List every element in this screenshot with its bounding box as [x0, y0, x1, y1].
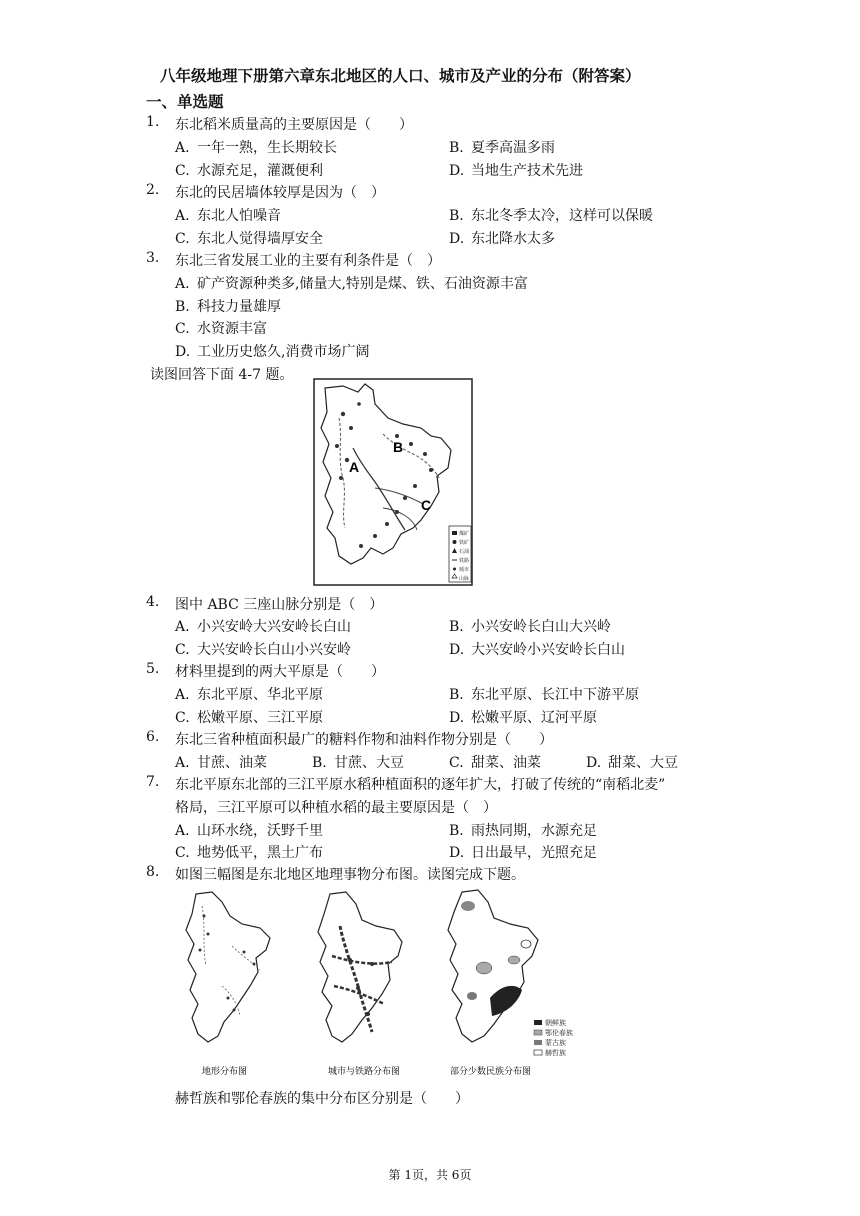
three-maps-figure — [172, 886, 612, 1082]
option-d[interactable]: D. 松嫩平原、辽河平原 — [449, 710, 597, 726]
option-c[interactable]: C. 水源充足，灌溉便利 — [175, 163, 323, 179]
read-map-note: 读图回答下面 4-7 题。 — [150, 367, 294, 383]
option-d[interactable]: D. 大兴安岭小兴安岭长白山 — [449, 642, 625, 658]
option-c[interactable]: C. 水资源丰富 — [175, 321, 267, 337]
question-stem: 东北稻米质量高的主要原因是（ ） — [175, 117, 413, 133]
city-railway-map — [318, 892, 402, 1042]
option-d[interactable]: D. 甜菜、大豆 — [586, 755, 678, 771]
terrain-map — [186, 892, 270, 1042]
map-figure — [313, 378, 473, 586]
option-c[interactable]: C. 甜菜、油菜 — [449, 755, 541, 771]
option-a[interactable]: A. 矿产资源种类多,储量大,特别是煤、铁、石油资源丰富 — [175, 276, 528, 292]
legend-oil: 石油 — [459, 549, 470, 555]
section-heading: 一、单选题 — [146, 92, 224, 111]
northeast-mountain-map — [313, 378, 473, 586]
option-d[interactable]: D. 东北降水太多 — [449, 231, 555, 247]
option-c[interactable]: C. 东北人觉得墙厚安全 — [175, 231, 323, 247]
question-stem-continued: 格局，三江平原可以种植水稻的最主要原因是（ ） — [175, 800, 497, 816]
option-a[interactable]: A. 山环水绕，沃野千里 — [175, 823, 323, 839]
option-c[interactable]: C. 松嫩平原、三江平原 — [175, 710, 323, 726]
map-label-c: C — [421, 497, 432, 513]
option-a[interactable]: A. 一年一熟，生长期较长 — [175, 140, 337, 156]
question-stem: 东北三省发展工业的主要有利条件是（ ） — [175, 253, 441, 269]
legend-mongol: 蒙古族 — [545, 1039, 566, 1047]
option-b[interactable]: B. 雨热同期，水源充足 — [449, 823, 597, 839]
option-b[interactable]: B. 夏季高温多雨 — [449, 140, 555, 156]
legend-oroqen: 鄂伦春族 — [545, 1029, 573, 1037]
caption-terrain-map: 地形分布图 — [202, 1067, 248, 1077]
legend-iron: 铁矿 — [459, 540, 470, 546]
option-a[interactable]: A. 小兴安岭大兴安岭长白山 — [175, 619, 351, 635]
legend-railway: 铁路 — [459, 558, 470, 564]
question-stem: 东北的民居墙体较厚是因为（ ） — [175, 185, 385, 201]
option-a[interactable]: A. 东北人怕噪音 — [175, 208, 281, 224]
question-number: 6. — [146, 729, 160, 745]
question-8-sub-question: 赫哲族和鄂伦春族的集中分布区分别是（ ） — [175, 1091, 469, 1107]
question-number: 7. — [146, 774, 160, 790]
caption-ethnic-groups-map: 部分少数民族分布图 — [450, 1067, 532, 1077]
map-label-b: B — [393, 439, 404, 455]
legend-korean: 朝鲜族 — [545, 1019, 566, 1027]
legend-city: 城市 — [459, 567, 470, 573]
option-b[interactable]: B. 科技力量雄厚 — [175, 299, 281, 315]
option-a[interactable]: A. 甘蔗、油菜 — [175, 755, 267, 771]
question-stem: 东北平原东北部的三江平原水稻种植面积的逐年扩大，打破了传统的“南稻北麦” — [175, 777, 666, 793]
page-footer: 第 1页，共 6页 — [388, 1168, 472, 1182]
page-title: 八年级地理下册第六章东北地区的人口、城市及产业的分布（附答案） — [160, 66, 641, 85]
question-number: 5. — [146, 661, 160, 677]
ethnic-groups-map — [448, 890, 573, 1057]
question-stem: 材料里提到的两大平原是（ ） — [175, 664, 385, 680]
option-c[interactable]: C. 地势低平，黑土广布 — [175, 845, 323, 861]
map-strip — [172, 886, 612, 1082]
question-number: 1. — [146, 114, 160, 130]
question-stem: 如图三幅图是东北地区地理事物分布图。读图完成下题。 — [175, 867, 525, 883]
option-d[interactable]: D. 日出最早，光照充足 — [449, 845, 597, 861]
option-d[interactable]: D. 工业历史悠久,消费市场广阔 — [175, 344, 370, 360]
option-b[interactable]: B. 小兴安岭长白山大兴岭 — [449, 619, 611, 635]
option-a[interactable]: A. 东北平原、华北平原 — [175, 687, 323, 703]
legend-mountain: 山脉 — [459, 576, 470, 582]
legend-coal: 煤矿 — [459, 531, 470, 537]
question-number: 4. — [146, 594, 160, 610]
question-stem: 东北三省种植面积最广的糖料作物和油料作物分别是（ ） — [175, 732, 553, 748]
question-stem: 图中 ABC 三座山脉分别是（ ） — [175, 597, 384, 613]
option-c[interactable]: C. 大兴安岭长白山小兴安岭 — [175, 642, 351, 658]
option-d[interactable]: D. 当地生产技术先进 — [449, 163, 583, 179]
caption-city-railway-map: 城市与铁路分布图 — [328, 1067, 401, 1077]
option-b[interactable]: B. 东北平原、长江中下游平原 — [449, 687, 639, 703]
map-label-a: A — [349, 459, 360, 475]
legend-hezhe: 赫哲族 — [545, 1049, 566, 1057]
question-number: 2. — [146, 182, 160, 198]
option-b[interactable]: B. 东北冬季太冷，这样可以保暖 — [449, 208, 653, 224]
option-b[interactable]: B. 甘蔗、大豆 — [312, 755, 404, 771]
question-number: 8. — [146, 864, 160, 880]
question-number: 3. — [146, 250, 160, 266]
